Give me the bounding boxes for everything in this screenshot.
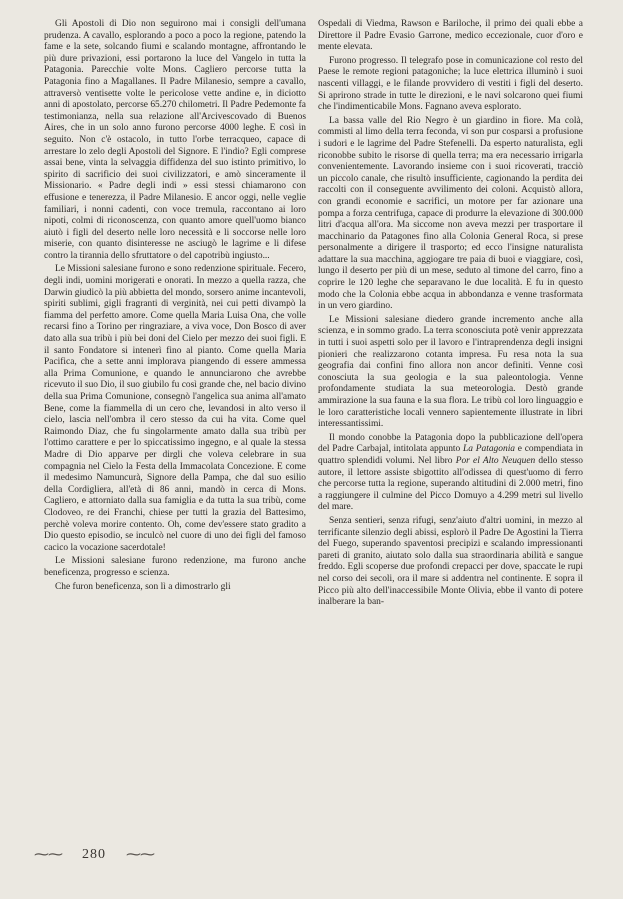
paragraph bbox=[318, 433, 583, 514]
right-column bbox=[318, 19, 583, 609]
paragraph: Ospedali di Viedma, Rawson e Bariloche, il primo dei quali ebbe a Direttore il Padre Evasio Garrone, medico eccezionale, cuor d'oro e mente elevata. bbox=[318, 19, 583, 53]
left-column bbox=[44, 19, 306, 593]
text-run: Il mondo conobbe la Patagonia dopo la pubblicazione dell'opera del Padre Carbajal, intitolata appunto bbox=[318, 432, 583, 455]
paragraph: La bassa valle del Rio Negro è un giardino in fiore. Ma colà, commisti al limo della terra feconda, vi son pur cosparsi a profusione i sudori e le lagrime del Padre Stefenelli. Da esperto naturalista, egli riconobbe subito le risorse di quella terra; ma era necessario irrigarla convenientemente. Lavorando insieme con i suoi ricoverati, tracciò un piccolo canale, che risultò insufficiente, cagionando la perdita dei raccolti con il conseguente avvilimento dei coloni. Acquistò allora, con grandi economie e sacrifici, un motore per far azionare una pompa a forza centrifuga, capace di produrre la elevazione di 300.000 litri d'acqua all'ora. Ma siccome non aveva mezzi per trasportare il macchinario da Patagones fino alla Colonia General Roca, si prese personalmente a dirigere il trasporto; ed ecco l'insigne naturalista adattare la sua macchina, aggiogare tre paia di buoi e viaggiare, così, lungo il deserto per più di un mese, seduto al timone del carro, fino a coprire le 120 leghe che separavano le due località. E fu in questo modo che la Colonia ebbe acqua in abbondanza e venne trasformata in un vero giardino. bbox=[318, 115, 583, 312]
ornament-right: ⁓⁓ bbox=[126, 847, 154, 863]
text-run: dello stesso autore, il lettore assiste sbigottito all'odissea di quest'uomo di ferro che percorse tutta la regione, superando altitudini di 2.000 metri, fino a raggiungere il culmine del Picco Domuyo a 4.299 metri sul livello del mare. bbox=[318, 455, 584, 513]
text-run: e compendiata in quattro splendidi volumi. Nel libro bbox=[318, 444, 583, 466]
paragraph: Furono progresso. Il telegrafo pose in comunicazione col resto del Paese le remote regioni patagoniche; la luce elettrica illuminò i suoi nascenti villaggi, e le filande provvidero di vestiti i figli del deserto. Si aprirono strade in tutte le direzioni, e le navi solcarono quei fiumi che l'indimenticabile Mons. Fagnano aveva esplorato. bbox=[318, 55, 583, 113]
paragraph: Le Missioni salesiane diedero grande incremento anche alla scienza, e in sommo grado. La terra sconosciuta potè venir apprezzata in tutti i suoi aspetti solo per il lavoro e l'intraprendenza degli insigni pionieri che realizzarono cotanta impresa. Fu resa nota la sua geografia dai confini fino allora non ancor definiti. Venne così conosciuta la sua geologia e la sua paleontologia. Venne profondamente studiata la sua meteorologia. Destò grande ammirazione la sua fauna e la sua flora. Le tribù col loro linguaggio e le loro caratteristiche locali vennero sapientemente illustrate in libri interessantissimi. bbox=[318, 314, 583, 430]
paragraph: Le Missioni salesiane furono e sono redenzione spirituale. Fecero, degli indi, uomini morigerati e onorati. In mezzo a quella razza, che Darwin giudicò la più abbietta del mondo, sorsero anime incantevoli, spiriti sublimi, gigli fragranti di verginità, nei cui petti divampò la fiamma del perfetto amore. Come quella Maria Luisa Ona, che volle recarsi fino a Torino per ringraziare, a viva voce, Don Bosco di aver dato alla sua tribù i più bei doni del Cielo per mezzo dei suoi figli. E il santo Fondatore si intenerì fino al pianto. Come quella Maria Pacifica, che a sette anni implorava piangendo di essere ammessa alla Prima Comunione, e quando le annunciarono che avrebbe ricevuto il suo Dio, il suo giubilo fu così grande che, nel bacio divino della sua Prima Comunione, consegnò l'angelica sua anima all'amato Bene, come la fiammella di un cero che, levandosi in alto verso il cielo, lascia nell'ombra il cero stesso da cui ha vita. Come quel Raimondo Diaz, che fu singolarmente amato dalla sua tribù per l'ottimo carattere e per lo spiccatissimo ingegno, e al quale la stessa Madre di Dio apparve per dirgli che voleva celebrare in sua compagnia nel Cielo la Festa della Immacolata Concezione. E come il medesimo Namuncurà, Signore della Pampa, che dal suo esilio della Cordigliera, all'età di 86 anni, mandò in cerca di Mons. Cagliero, e attorniato dalla sua famiglia e da tutta la sua tribù, come Clodoveo, re dei Franchi, chiese per tutti la grazia del Battesimo, perchè voleva morire contento. Oh, come dev'essere stato gradito a Dio questo episodio, se inculcò nel cuore di uno dei figli del famoso cacico la vocazione sacerdotale! bbox=[44, 264, 306, 553]
book-title: Por el Alto Neuquen bbox=[455, 455, 536, 466]
page-number: 280 bbox=[82, 846, 106, 862]
paragraph: Che furon beneficenza, son lì a dimostrarlo gli bbox=[55, 581, 231, 592]
paragraph: Senza sentieri, senza rifugi, senz'aiuto d'altri uomini, in mezzo al terrificante silenzio degli abissi, esplorò il Padre De Agostini la Tierra del Fuego, superando spaventosi precipizi e scalando impressionanti pareti di granito, aiutato solo dalla sua straordinaria abilità e sangue freddo. Egli scoperse due profondi crepacci per dove, spaccate le rupi nel corso dei secoli, ora il mare si addentra nel continente. E sopra il Picco più alto dell'inaccessibile Monte Olivia, ebbe il vanto di potere inalberare la ban- bbox=[318, 515, 583, 608]
paragraph: Gli Apostoli di Dio non seguirono mai i consigli dell'umana prudenza. A cavallo, esplorando a poco a poco la regione, patendo la fame e la sete, solcando fiumi e scalando montagne, affrontando le più dure privazioni, essi portarono la luce del Vangelo in tutta la Patagonia. Parecchie volte Mons. Cagliero percorse tutta la Patagonia fino a Magallanes. Il Padre Milanesio, sempre a cavallo, attraversò ventisette volte le pericolose vette andine e, in diciotto anni di apostolato, percorse 65.270 chilometri. Il Padre Pedemonte fa testimonianza, nella sua relazione all'Arcivescovado di Buenos Aires, che in un solo anno furono percorse 4000 leghe. E così in seguito. Non c'è ostacolo, in tutto l'orbe terracqueo, capace di arrestare lo zelo degli Apostoli del Signore. E l'indio? Egli comprese assai bene, vinta la selvaggia diffidenza del suo istinto primitivo, lo spirito di sacrificio dei suoi civilizzatori, e amò sinceramente il Missionario. « Padre degli indi » essi stessi chiamarono con effusione e tenerezza, il Padre Milanesio. E ancor oggi, nelle veglie familiari, i nonni cadenti, con voce tremula, raccontano ai loro nipoti, colmi di riconoscenza, con quanto amore quell'uomo bianco aiutò i figli del deserto nelle loro necessità e li soccorse nelle loro miserie, con quanto disinteresse ne asciugò le lagrime e li difese contro la tirannia dello sfruttatore o del capotribù ingiusto... bbox=[44, 19, 306, 261]
book-title: La Patagonia bbox=[463, 444, 516, 455]
ornament-left: ⁓⁓ bbox=[34, 847, 62, 863]
page-footer bbox=[34, 845, 154, 864]
paragraph: Le Missioni salesiane furono redenzione, ma furono anche beneficenza, progresso e scienza. bbox=[44, 556, 306, 578]
